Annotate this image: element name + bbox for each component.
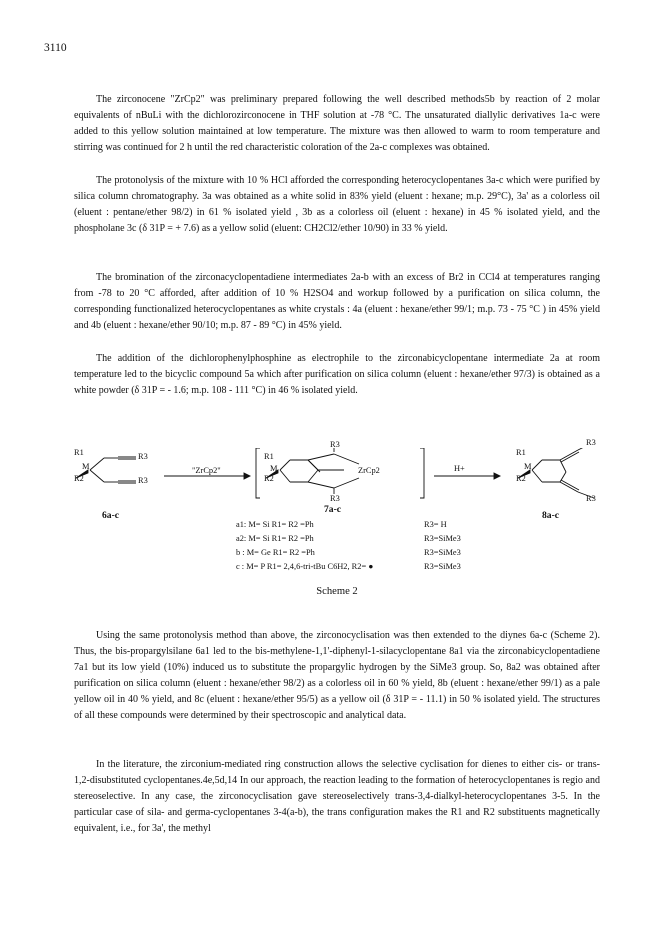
- label-r3: R3: [330, 440, 340, 449]
- substituent-row-right: R3=SiMe3: [424, 548, 461, 557]
- page-number: 3110: [44, 42, 67, 54]
- paragraph-5: Using the same protonolysis method than above, the zirconocyclisation was then extended to the diynes 6a-c (Scheme 2). Thus, the bis-propargylsilane 6a1 led to the bis-methylene-1,1'-diphenyl-1-silacyclopentane 8a1 via the zirconabicyclopentadiene 7a1 but its low yield (10%) induced us to substitute the propargylic hydrogen by the SiMe3 group. So, 8a2 was obtained after purification on silica column (eluent : hexane/ether 98/2) as a colorless oil in 60 % yield, 8b (eluent : hexane/ether 99/1) as a pale yellow oil in 40 % yield, and 8c (eluent : hexane/ether 95/5) as a yellow oil (δ 31P = - 11.1) in 50 % isolated yield. The structures of all these compounds were determined by their spectroscopic and analytical data.: [74, 630, 600, 722]
- substituent-row-left: c : M= P R1= 2,4,6-tri-tBu C6H2, R2= ●: [236, 562, 374, 571]
- paragraph-1: The zirconocene "ZrCp2" was preliminary prepared following the well described methods5b by reaction of 2 molar equivalents of nBuLi with the dichlorozirconocene in THF solution at -78 °C. The unsaturated diallylic derivatives 1a-c were added to this yellow solution maintained at low temperature. The mixture was then allowed to warm to room temperature and stirring was continued for 2 h until the red characteristic coloration of the 2a-c complexes was obtained.: [74, 94, 600, 154]
- paragraph-4: The addition of the dichlorophenylphosphine as electrophile to the zirconabicyclopentane intermediate 2a at room temperature led to the bicyclic compound 5a which after purification on silica column (eluent : hexane/ether 97/3) is obtained as a white powder (δ 31P = - 1.6; m.p. 108 - 111 °C) in 46 % isolated yield.: [74, 353, 600, 397]
- reagent-zrcp2: "ZrCp2": [192, 466, 221, 475]
- label-r2: R2: [74, 474, 84, 483]
- label-m: M: [270, 464, 278, 473]
- scheme-title: Scheme 2: [316, 586, 358, 597]
- label-r3: R3: [586, 438, 596, 447]
- paragraph-3: The bromination of the zirconacyclopentadiene intermediates 2a-b with an excess of Br2 in CCl4 at temperatures ranging from -78 to 20 °C afforded, after addition of 10 % H2SO4 and workup followed by a purification on silica column, the corresponding functionalized heterocyclopentanes as white crystals : 4a (eluent : hexane/ether 99/1; m.p. 73 - 75 °C ) in 45% yield and 4b (eluent : hexane/ether 90/10; m.p. 87 - 89 °C) in 45% yield.: [74, 272, 600, 332]
- label-r1: R1: [264, 452, 274, 461]
- label-r3: R3: [330, 494, 340, 503]
- label-m: M: [82, 462, 90, 471]
- label-r1: R1: [74, 448, 84, 457]
- label-r3: R3: [586, 494, 596, 503]
- label-zrcp2: ZrCp2: [358, 466, 380, 475]
- substituent-row-left: a2: M= Si R1= R2 =Ph: [236, 534, 314, 543]
- reagent-h-plus: H+: [454, 464, 465, 473]
- label-r3: R3: [138, 452, 148, 461]
- label-r2: R2: [264, 474, 274, 483]
- substituent-row-left: b : M= Ge R1= R2 =Ph: [236, 548, 315, 557]
- compound-label-7a-c: 7a-c: [324, 504, 342, 515]
- compound-label-8a-c: 8a-c: [542, 510, 560, 521]
- label-m: M: [524, 462, 532, 471]
- compound-label-6a-c: 6a-c: [102, 510, 120, 521]
- scheme-structures: [74, 448, 600, 608]
- scheme-2: [74, 438, 600, 608]
- paragraph-6: In the literature, the zirconium-mediated ring construction allows the selective cyclisation for dienes to either cis- or trans-1,2-disubstituted cyclopentanes.4e,5d,14 In our approach, the reaction leading to the formation of heterocyclopentanes is regio and stereoselective. In any case, the zirconocyclisation gave stereoselectively trans-3,4-dialkyl-heterocyclopentanes 3-5. In the particular case of sila- and germa-cyclopentanes 3-4(a-b), the trans configuration makes the R1 and R2 substituents magnetically equivalent, i.e., for 3a', the methyl: [74, 759, 600, 835]
- substituent-row-left: a1: M= Si R1= R2 =Ph: [236, 520, 314, 529]
- paragraph-2: The protonolysis of the mixture with 10 % HCl afforded the corresponding heterocyclopentanes 3a-c which were purified by silica column chromatography. 3a was obtained as a white solid in 83% yield (eluent : hexane; m.p. 29°C), 3a' as a colorless oil (eluent : pentane/ether 98/2) in 61 % isolated yield , 3b as a colorless oil (eluent : hexane) in 45 % isolated yield, and the phospholane 3c (δ 31P = + 7.6) as a yellow solid (eluent: CH2Cl2/ether 10/90) in 33 % yield.: [74, 175, 600, 235]
- label-r2: R2: [516, 474, 526, 483]
- substituent-row-right: R3=SiMe3: [424, 534, 461, 543]
- substituent-row-right: R3=SiMe3: [424, 562, 461, 571]
- label-r3: R3: [138, 476, 148, 485]
- substituent-row-right: R3= H: [424, 520, 447, 529]
- label-r1: R1: [516, 448, 526, 457]
